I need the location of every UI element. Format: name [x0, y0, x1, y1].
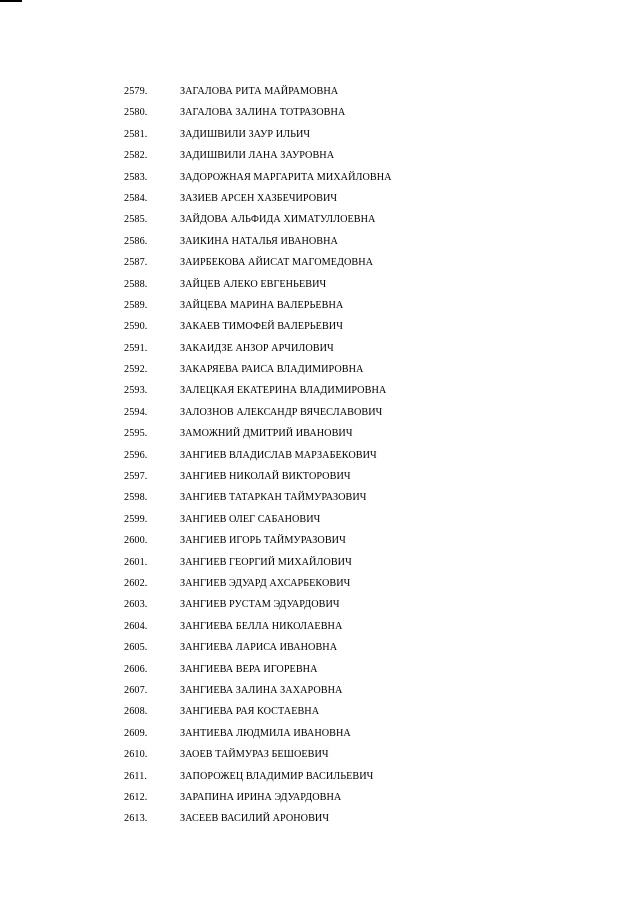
list-item — [0, 637, 640, 658]
entry-name: ЗАИКИНА НАТАЛЬЯ ИВАНОВНА — [180, 235, 338, 247]
list-item — [0, 744, 640, 765]
entry-number: 2585. — [124, 214, 148, 226]
entry-name: ЗАНГИЕВ НИКОЛАЙ ВИКТОРОВИЧ — [180, 471, 351, 483]
entry-number: 2597. — [124, 471, 148, 483]
entry-number: 2586. — [124, 235, 148, 247]
entry-number: 2596. — [124, 449, 148, 461]
list-item — [0, 487, 640, 508]
list-item — [0, 423, 640, 444]
entry-number: 2603. — [124, 599, 148, 611]
entry-name: ЗАГАЛОВА РИТА МАЙРАМОВНА — [180, 86, 339, 97]
entry-name: ЗАДИШВИЛИ ЗАУР ИЛЬИЧ — [180, 128, 311, 140]
entry-name: ЗАКАИДЗЕ АНЗОР АРЧИЛОВИЧ — [180, 342, 334, 354]
entry-name: ЗАНГИЕВ ТАТАРКАН ТАЙМУРАЗОВИЧ — [180, 492, 367, 504]
entry-name: ЗАЙДОВА АЛЬФИДА ХИМАТУЛЛОЕВНА — [180, 214, 376, 226]
list-item — [0, 509, 640, 530]
entry-name: ЗАОЕВ ТАЙМУРАЗ БЕШОЕВИЧ — [180, 749, 329, 761]
entry-name: ЗАСЕЕВ ВАСИЛИЙ АРОНОВИЧ — [180, 813, 330, 825]
list-item — [0, 209, 640, 230]
entry-name: ЗАКАРЯЕВА РАИСА ВЛАДИМИРОВНА — [180, 364, 364, 376]
entry-number: 2606. — [124, 663, 148, 675]
list-item — [0, 316, 640, 337]
entry-number: 2589. — [124, 299, 148, 311]
entry-number: 2612. — [124, 791, 148, 803]
list-item — [0, 102, 640, 123]
list-item — [0, 274, 640, 295]
entry-number: 2595. — [124, 428, 148, 440]
entry-number: 2604. — [124, 620, 148, 632]
list-item — [0, 808, 640, 829]
entry-number: 2609. — [124, 727, 148, 739]
entry-name: ЗАНГИЕВ ЭДУАРД АХСАРБЕКОВИЧ — [180, 577, 351, 589]
entry-name: ЗАИРБЕКОВА АЙИСАТ МАГОМЕДОВНА — [180, 257, 374, 269]
entry-number: 2579. — [124, 86, 148, 97]
entry-number: 2610. — [124, 749, 148, 761]
list-item — [0, 188, 640, 209]
list-item — [0, 252, 640, 273]
entry-number: 2607. — [124, 684, 148, 696]
entry-name: ЗАГАЛОВА ЗАЛИНА ТОТРАЗОВНА — [180, 107, 346, 119]
entry-name: ЗАНГИЕВА ЛАРИСА ИВАНОВНА — [180, 642, 338, 654]
entry-number: 2592. — [124, 364, 148, 376]
scan-edge-mark — [0, 0, 22, 2]
list-item — [0, 552, 640, 573]
entry-name: ЗАНТИЕВА ЛЮДМИЛА ИВАНОВНА — [180, 727, 351, 739]
entry-number: 2581. — [124, 128, 148, 140]
list-item — [0, 338, 640, 359]
name-list — [0, 81, 640, 830]
list-item — [0, 530, 640, 551]
entry-number: 2590. — [124, 321, 148, 333]
list-item — [0, 701, 640, 722]
entry-name: ЗАНГИЕВ ВЛАДИСЛАВ МАРЗАБЕКОВИЧ — [180, 449, 377, 461]
list-item — [0, 616, 640, 637]
list-item — [0, 787, 640, 808]
entry-number: 2584. — [124, 192, 148, 204]
entry-number: 2599. — [124, 513, 148, 525]
entry-name: ЗАНГИЕВ ОЛЕГ САБАНОВИЧ — [180, 513, 321, 525]
entry-name: ЗАНГИЕВА ЗАЛИНА ЗАХАРОВНА — [180, 684, 343, 696]
entry-name: ЗАНГИЕВ РУСТАМ ЭДУАРДОВИЧ — [180, 599, 340, 611]
entry-number: 2598. — [124, 492, 148, 504]
entry-number: 2601. — [124, 556, 148, 568]
list-item — [0, 573, 640, 594]
list-item — [0, 167, 640, 188]
entry-name: ЗАНГИЕВА БЕЛЛА НИКОЛАЕВНА — [180, 620, 343, 632]
entry-number: 2580. — [124, 107, 148, 119]
entry-name: ЗАЙЦЕВ АЛЕКО ЕВГЕНЬЕВИЧ — [180, 278, 327, 290]
entry-number: 2582. — [124, 150, 148, 162]
entry-name: ЗАНГИЕВА РАЯ КОСТАЕВНА — [180, 706, 320, 718]
list-item — [0, 466, 640, 487]
entry-number: 2608. — [124, 706, 148, 718]
entry-number: 2591. — [124, 342, 148, 354]
list-item — [0, 380, 640, 401]
list-item — [0, 766, 640, 787]
entry-number: 2605. — [124, 642, 148, 654]
list-item — [0, 445, 640, 466]
entry-name: ЗАНГИЕВ ГЕОРГИЙ МИХАЙЛОВИЧ — [180, 556, 352, 568]
list-item — [0, 594, 640, 615]
entry-name: ЗАМОЖНИЙ ДМИТРИЙ ИВАНОВИЧ — [180, 428, 353, 440]
entry-name: ЗАДОРОЖНАЯ МАРГАРИТА МИХАЙЛОВНА — [180, 171, 392, 183]
list-item — [0, 723, 640, 744]
entry-number: 2600. — [124, 535, 148, 547]
entry-number: 2594. — [124, 406, 148, 418]
entry-name: ЗАНГИЕВА ВЕРА ИГОРЕВНА — [180, 663, 318, 675]
list-item — [0, 402, 640, 423]
entry-number: 2583. — [124, 171, 148, 183]
entry-number: 2611. — [124, 770, 148, 782]
entry-name: ЗАЙЦЕВА МАРИНА ВАЛЕРЬЕВНА — [180, 299, 344, 311]
list-item — [0, 680, 640, 701]
list-item — [0, 81, 640, 102]
list-item — [0, 231, 640, 252]
entry-name: ЗАРАПИНА ИРИНА ЭДУАРДОВНА — [180, 791, 342, 803]
entry-number: 2602. — [124, 577, 148, 589]
list-item — [0, 359, 640, 380]
list-item — [0, 659, 640, 680]
entry-name: ЗАДИШВИЛИ ЛАНА ЗАУРОВНА — [180, 150, 335, 162]
entry-name: ЗАЛОЗНОВ АЛЕКСАНДР ВЯЧЕСЛАВОВИЧ — [180, 406, 383, 418]
entry-number: 2593. — [124, 385, 148, 397]
list-item — [0, 295, 640, 316]
entry-name: ЗАКАЕВ ТИМОФЕЙ ВАЛЕРЬЕВИЧ — [180, 321, 343, 333]
entry-name: ЗАЛЕЦКАЯ ЕКАТЕРИНА ВЛАДИМИРОВНА — [180, 385, 387, 397]
entry-name: ЗАЗИЕВ АРСЕН ХАЗБЕЧИРОВИЧ — [180, 192, 338, 204]
list-item — [0, 124, 640, 145]
entry-number: 2613. — [124, 813, 148, 825]
entry-number: 2588. — [124, 278, 148, 290]
entry-number: 2587. — [124, 257, 148, 269]
list-item — [0, 145, 640, 166]
entry-name: ЗАНГИЕВ ИГОРЬ ТАЙМУРАЗОВИЧ — [180, 535, 346, 547]
entry-name: ЗАПОРОЖЕЦ ВЛАДИМИР ВАСИЛЬЕВИЧ — [180, 770, 374, 782]
